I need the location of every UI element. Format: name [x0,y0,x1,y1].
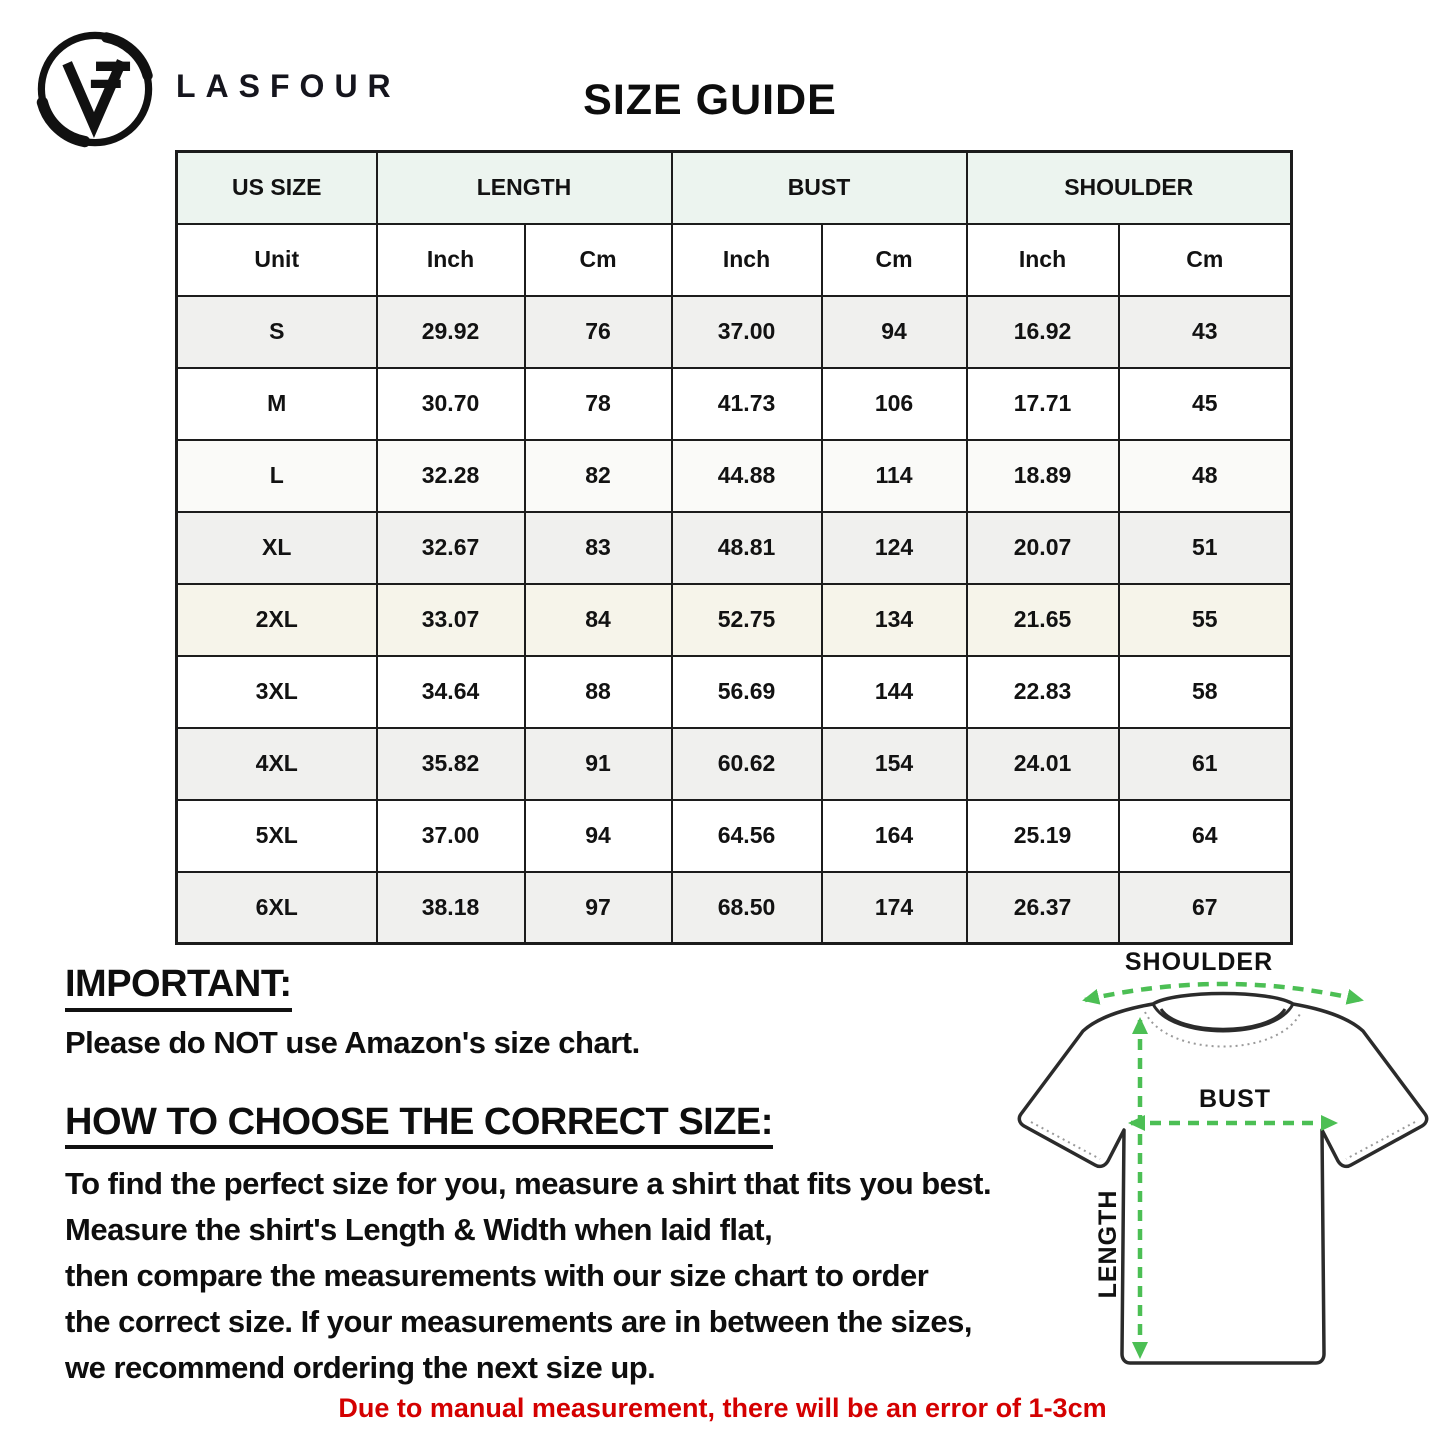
how-to-heading: HOW TO CHOOSE THE CORRECT SIZE: [65,1101,773,1150]
value-cell: 48 [1119,440,1292,512]
tshirt-measurement-diagram [1003,946,1443,1398]
value-cell: 91 [525,728,672,800]
value-cell: 52.75 [672,584,822,656]
value-cell: 106 [822,368,967,440]
how-to-line: we recommend ordering the next size up. [65,1350,656,1386]
value-cell: 94 [525,800,672,872]
value-cell: 26.37 [967,872,1119,944]
bust-label: BUST [1198,1085,1272,1113]
size-row [177,728,1292,800]
size-cell: S [177,296,377,368]
value-cell: 25.19 [967,800,1119,872]
size-cell: 6XL [177,872,377,944]
value-cell: 78 [525,368,672,440]
table-group-header-row [177,152,1292,224]
value-cell: 134 [822,584,967,656]
value-cell: 83 [525,512,672,584]
value-cell: 61 [1119,728,1292,800]
size-row [177,440,1292,512]
value-cell: 20.07 [967,512,1119,584]
value-cell: 64 [1119,800,1292,872]
size-row [177,584,1292,656]
size-cell: M [177,368,377,440]
value-cell: 37.00 [672,296,822,368]
how-to-paragraph [65,1161,1065,1391]
value-cell: 76 [525,296,672,368]
column-group-length: LENGTH [377,152,672,224]
column-group-shoulder: SHOULDER [967,152,1292,224]
value-cell: 29.92 [377,296,525,368]
value-cell: 84 [525,584,672,656]
value-cell: 34.64 [377,656,525,728]
unit-cell: Inch [672,224,822,296]
value-cell: 38.18 [377,872,525,944]
table-unit-row [177,224,1292,296]
size-cell: 2XL [177,584,377,656]
important-heading: IMPORTANT: [65,963,292,1012]
value-cell: 67 [1119,872,1292,944]
size-cell: L [177,440,377,512]
value-cell: 35.82 [377,728,525,800]
size-table [175,150,1293,945]
notes-section [65,963,1065,1391]
value-cell: 124 [822,512,967,584]
value-cell: 94 [822,296,967,368]
length-label: LENGTH [1094,1189,1122,1299]
value-cell: 51 [1119,512,1292,584]
how-to-line: Measure the shirt's Length & Width when laid flat, [65,1212,773,1248]
size-cell: 4XL [177,728,377,800]
column-group-bust: BUST [672,152,967,224]
size-row [177,656,1292,728]
size-row [177,368,1292,440]
value-cell: 174 [822,872,967,944]
value-cell: 37.00 [377,800,525,872]
unit-cell: Cm [822,224,967,296]
value-cell: 97 [525,872,672,944]
value-cell: 88 [525,656,672,728]
value-cell: 30.70 [377,368,525,440]
how-to-line: To find the perfect size for you, measure a shirt that fits you best. [65,1166,992,1202]
how-to-line: then compare the measurements with our size chart to order [65,1258,929,1294]
value-cell: 32.67 [377,512,525,584]
value-cell: 33.07 [377,584,525,656]
value-cell: 154 [822,728,967,800]
value-cell: 16.92 [967,296,1119,368]
value-cell: 24.01 [967,728,1119,800]
unit-cell: Inch [967,224,1119,296]
unit-cell: Cm [1119,224,1292,296]
size-row [177,800,1292,872]
size-row [177,512,1292,584]
value-cell: 64.56 [672,800,822,872]
shoulder-label: SHOULDER [1124,948,1274,976]
size-cell: 3XL [177,656,377,728]
value-cell: 48.81 [672,512,822,584]
value-cell: 144 [822,656,967,728]
size-row [177,296,1292,368]
value-cell: 32.28 [377,440,525,512]
value-cell: 58 [1119,656,1292,728]
value-cell: 44.88 [672,440,822,512]
unit-cell: Inch [377,224,525,296]
value-cell: 55 [1119,584,1292,656]
measurement-error-note: Due to manual measurement, there will be an error of 1-3cm [338,1393,1107,1423]
value-cell: 21.65 [967,584,1119,656]
brand-name: LASFOUR [176,68,401,104]
size-row [177,872,1292,944]
value-cell: 41.73 [672,368,822,440]
how-to-line: the correct size. If your measurements are in between the sizes, [65,1304,972,1340]
important-text: Please do NOT use Amazon's size chart. [65,1024,640,1060]
value-cell: 45 [1119,368,1292,440]
size-table-body [177,296,1292,944]
unit-cell: Cm [525,224,672,296]
value-cell: 22.83 [967,656,1119,728]
column-group-us-size: US SIZE [177,152,377,224]
size-cell: XL [177,512,377,584]
value-cell: 82 [525,440,672,512]
size-cell: 5XL [177,800,377,872]
unit-cell: Unit [177,224,377,296]
page-title: SIZE GUIDE [583,76,837,124]
tshirt-outline [1019,994,1426,1364]
value-cell: 60.62 [672,728,822,800]
brand-logo-icon [28,22,162,156]
value-cell: 56.69 [672,656,822,728]
value-cell: 164 [822,800,967,872]
value-cell: 114 [822,440,967,512]
value-cell: 18.89 [967,440,1119,512]
value-cell: 68.50 [672,872,822,944]
value-cell: 17.71 [967,368,1119,440]
value-cell: 43 [1119,296,1292,368]
